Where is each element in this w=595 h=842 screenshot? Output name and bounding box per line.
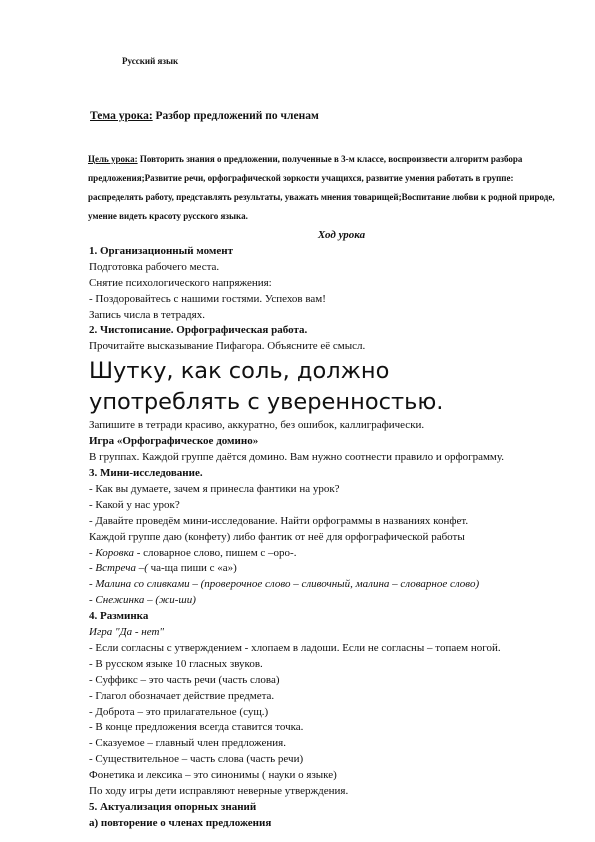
topic-text: Разбор предложений по членам bbox=[155, 110, 319, 122]
quote-line: употреблять с уверенностью. bbox=[89, 389, 444, 416]
quote-line: Шутку, как соль, должно bbox=[89, 358, 390, 385]
text-line: - Существительное – часть слова (часть речи) bbox=[89, 753, 304, 766]
text-line: Прочитайте высказывание Пифагора. Объясните её смысл. bbox=[89, 340, 366, 353]
text-line: В группах. Каждой группе даётся домино. Вам нужно соотнести правило и орфограмму. bbox=[89, 451, 505, 464]
text-line bbox=[89, 546, 569, 562]
aim-text: Повторить знания о предложении, полученные в 3-м классе, воспроизвести алгоритм разбора предложения;Развитие речи, орфографической зоркости учащихся, развитие умения работать в группе: распределять работу, представлять результаты, уважать мнения товарищей;Воспитание любви к родной природе, умение видеть красоту русского языка. bbox=[88, 154, 555, 221]
lesson-body bbox=[89, 228, 569, 832]
text-line: - Доброта – это прилагательное (сущ.) bbox=[89, 705, 269, 718]
text-line: - Глагол обозначает действие предмета. bbox=[89, 689, 275, 702]
section-1-title: 1. Организационный момент bbox=[89, 244, 234, 257]
text-line: - Как вы думаете, зачем я принесла фантики на урок? bbox=[89, 482, 340, 495]
text-line: Каждой группе даю (конфету) либо фантик от неё для орфографической работы bbox=[89, 530, 465, 543]
lesson-aim bbox=[88, 150, 556, 226]
section-2-title: 2. Чистописание. Орфографическая работа. bbox=[89, 324, 308, 337]
text-line: Запись числа в тетрадях. bbox=[89, 308, 205, 321]
text-line: По ходу игры дети исправляют неверные утверждения. bbox=[89, 785, 349, 798]
aim-label: Цель урока: bbox=[88, 154, 138, 164]
italic-word: - Встреча –( bbox=[89, 562, 148, 575]
text-line bbox=[89, 561, 569, 577]
text-line: - Суффикс – это часть речи (часть слова) bbox=[89, 673, 280, 686]
text-line: Снятие психологического напряжения: bbox=[89, 276, 272, 289]
section-5-title: 5. Актуализация опорных знаний bbox=[89, 801, 257, 813]
text-line: Фонетика и лексика – это синонимы ( науки о языке) bbox=[89, 769, 337, 782]
text-line: - Малина со сливками – (проверочное слово – сливочный, малина – словарное слово) bbox=[89, 578, 480, 591]
text-line: - Какой у нас урок? bbox=[89, 498, 180, 511]
game-title: Игра «Орфографическое домино» bbox=[89, 435, 259, 448]
text-line: Запишите в тетради красиво, аккуратно, без ошибок, каллиграфически. bbox=[89, 419, 425, 432]
text-line: - В русском языке 10 гласных звуков. bbox=[89, 657, 263, 670]
text-line: - Снежинка – (жи-ши) bbox=[89, 594, 196, 607]
text-line: - Поздоровайтесь с нашими гостями. Успехов вам! bbox=[89, 292, 326, 305]
lesson-heading: Ход урока bbox=[317, 229, 366, 241]
text-line: - Если согласны с утверждением - хлопаем в ладоши. Если не согласны – топаем ногой. bbox=[89, 641, 501, 654]
section-4-title: 4. Разминка bbox=[89, 610, 149, 623]
italic-word: - Коровка bbox=[89, 546, 134, 559]
plain-text: ча-ща пиши с «а») bbox=[147, 562, 237, 575]
section-5-subtitle: а) повторение о членах предложения bbox=[89, 816, 272, 829]
text-line: - Сказуемое – главный член предложения. bbox=[89, 737, 286, 750]
plain-text: - словарное слово, пишем с –оро-. bbox=[133, 546, 297, 559]
lesson-topic bbox=[90, 110, 319, 122]
topic-label: Тема урока: bbox=[90, 110, 153, 122]
text-line: - В конце предложения всегда ставится точка. bbox=[89, 721, 304, 734]
subject-label: Русский язык bbox=[122, 56, 179, 66]
game-name: Игра "Да - нет" bbox=[89, 626, 165, 639]
text-line: - Давайте проведём мини-исследование. Найти орфограммы в названиях конфет. bbox=[89, 514, 469, 527]
text-line: Подготовка рабочего места. bbox=[89, 260, 220, 273]
section-3-title: 3. Мини-исследование. bbox=[89, 466, 203, 479]
